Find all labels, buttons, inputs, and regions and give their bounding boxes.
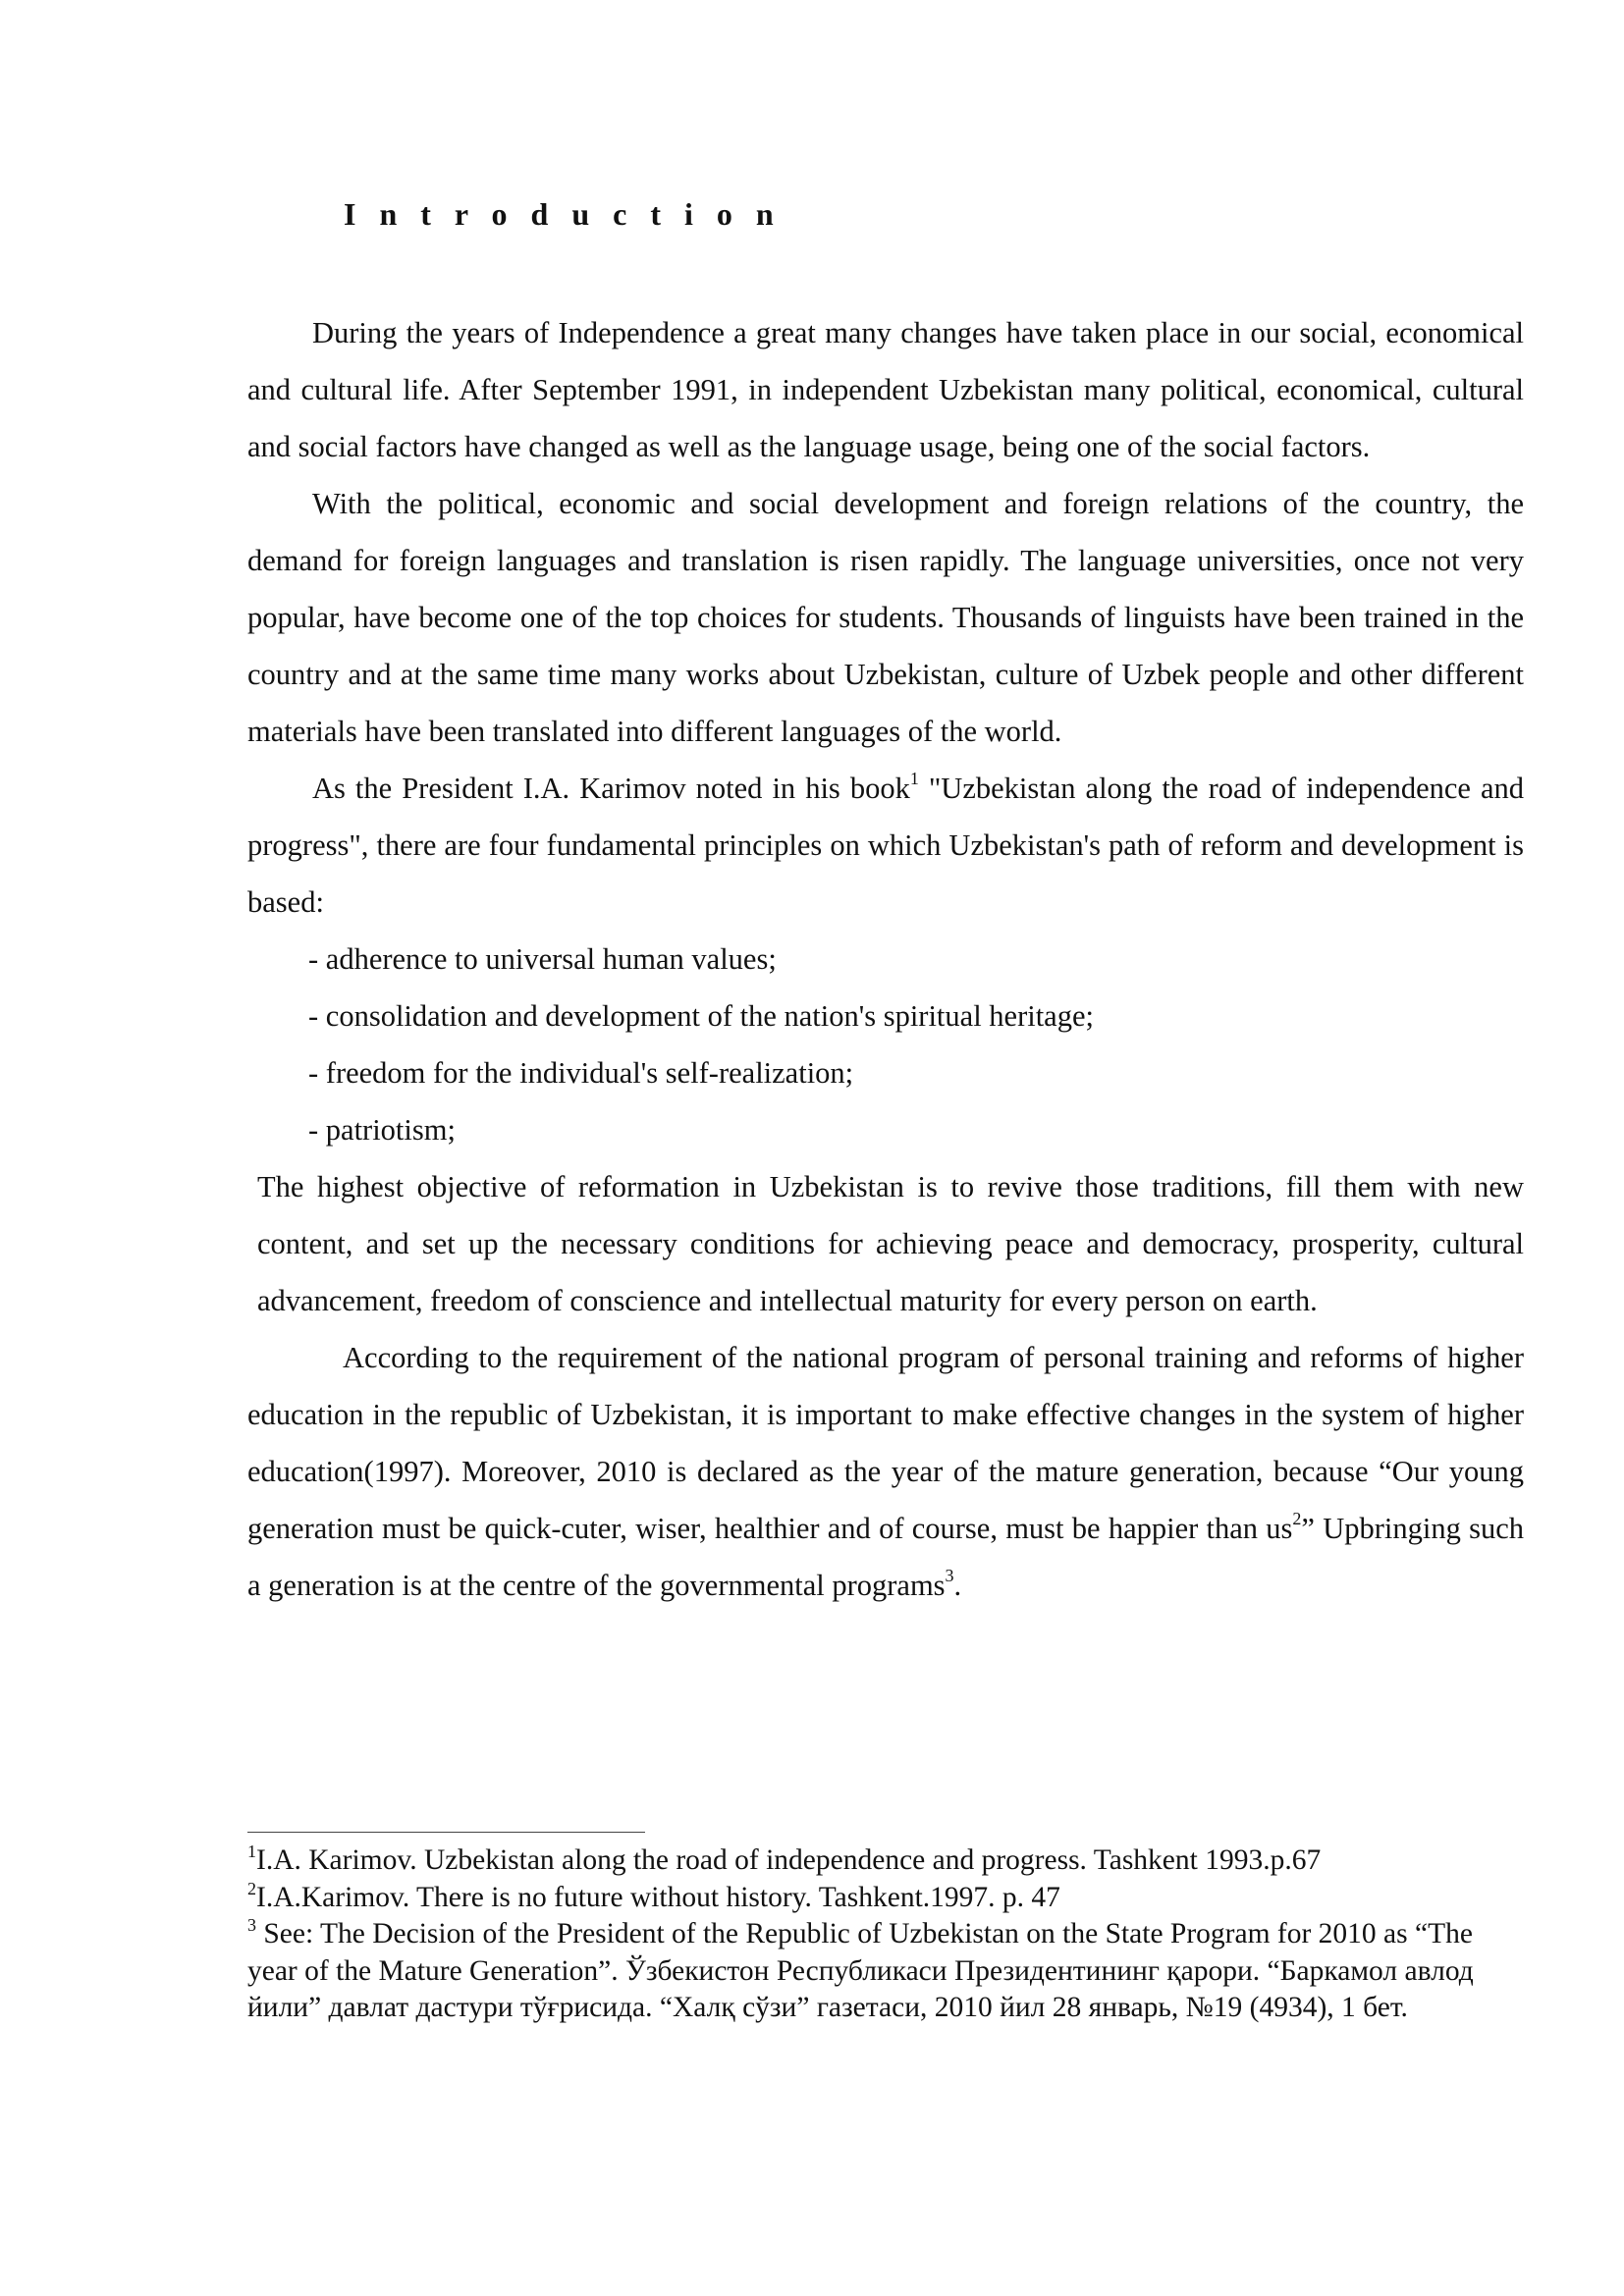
footnotes <box>247 1832 1524 2027</box>
footnote-ref-1: 1 <box>909 769 919 788</box>
paragraph-text: . <box>953 1569 962 1602</box>
footnote-2 <box>247 1880 1524 1917</box>
paragraph-text: As the President I.A. Karimov noted in his book <box>312 772 910 805</box>
paragraph-highest-objective: The highest objective of reformation in Uzbekistan is to revive those traditions, fill them with new content, and set up the necessary conditions for achieving peace and democracy, prosperity, cultural advancement, freedom of conscience and intellectual maturity for every person on earth. <box>257 1170 1524 1317</box>
footnote-3 <box>247 1916 1524 2027</box>
paragraph-text: ” Upbringing such a generation is at the centre of the governmental programs <box>247 1512 1525 1602</box>
paragraph-text: "Uzbekistan along the road of independence and progress", there are four fundamental principles on which Uzbekistan's path of reform and development is based: <box>247 772 1524 919</box>
paragraph-text: According to the requirement of the national program of personal training and reforms of higher education in the republic of Uzbekistan, it is important to make effective changes in the system of higher education(1997). Moreover, 2010 is declared as the year of the mature generation, because “Our young generation must be quick-cuter, wiser, healthier and of course, must be happier than us <box>247 1341 1524 1545</box>
footnote-ref-3: 3 <box>945 1566 954 1585</box>
footnote-text: I.A. Karimov. Uzbekistan along the road of independence and progress. Tashkent 1993.p.67 <box>256 1844 1322 1876</box>
footnote-mark: 3 <box>247 1915 256 1935</box>
footnote-separator <box>247 1832 645 1833</box>
footnote-mark: 2 <box>247 1878 256 1898</box>
paragraph-national-program <box>247 1329 1524 1614</box>
footnote-1 <box>247 1842 1524 1880</box>
paragraph-independence-changes: During the years of Independence a great many changes have taken place in our social, economical and cultural life. After September 1991, in independent Uzbekistan many political, economical, cultural and social factors have changed as well as the language usage, being one of the social factors. <box>247 316 1524 463</box>
body-text <box>247 304 1524 1614</box>
footnote-ref-2: 2 <box>1292 1509 1302 1528</box>
paragraph-karimov-principles <box>247 760 1524 931</box>
principle-item: - patriotism; <box>308 1113 456 1147</box>
footnote-mark: 1 <box>247 1842 256 1861</box>
section-heading: I n t r o d u c t i o n <box>344 196 782 232</box>
principle-item: - consolidation and development of the nation's spiritual heritage; <box>308 999 1094 1033</box>
footnote-text: I.A.Karimov. There is no future without history. Tashkent.1997. p. 47 <box>256 1881 1060 1913</box>
principle-item: - adherence to universal human values; <box>308 942 777 976</box>
principles-list <box>247 931 1524 1158</box>
principle-item: - freedom for the individual's self-realization; <box>308 1056 854 1090</box>
footnote-text: See: The Decision of the President of the Republic of Uzbekistan on the State Program for 2010 as “The year of the Mature Generation”. Ўзбекистон Республикаси Президентининг қарори. “Баркамол авлод йили” давлат дастури тўғрисида. “Халқ сўзи” газетаси, 2010 йил 28 январь, №19 (4934), 1 бет. <box>247 1918 1474 2023</box>
paragraph-foreign-languages: With the political, economic and social development and foreign relations of the country, the demand for foreign languages and translation is risen rapidly. The language universities, once not very popular, have become one of the top choices for students. Thousands of linguists have been trained in the country and at the same time many works about Uzbekistan, culture of Uzbek people and other different materials have been translated into different languages of the world. <box>247 487 1524 748</box>
